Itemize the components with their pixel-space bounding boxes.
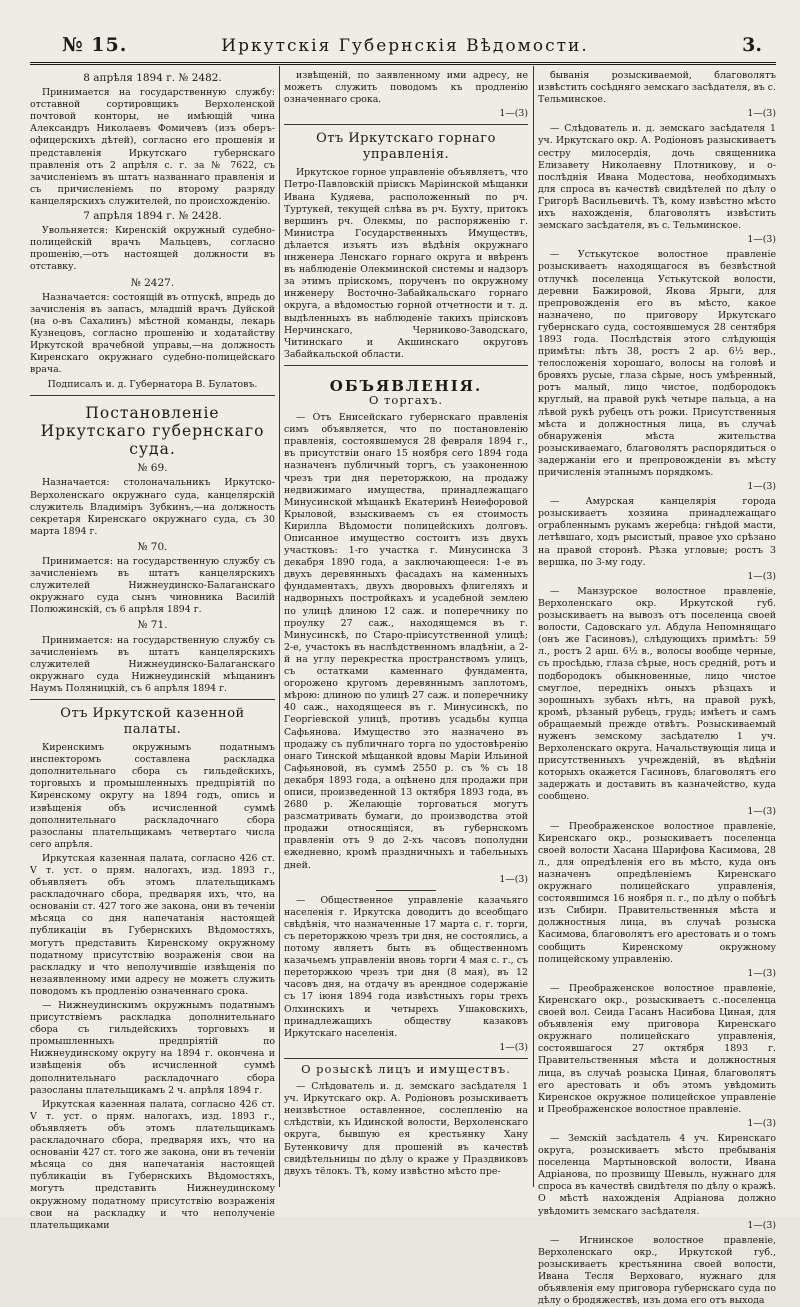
notice-ref: 1—(3) bbox=[747, 570, 776, 582]
resolution-number: № 71. bbox=[137, 619, 168, 632]
notice-paragraph: Иркутская казенная палата, согласно 426 ст. V т. уст. о прям. налогахъ, изд. 1893 г., объявляетъ объ этомъ плательщикамъ раскладочнаго сбора, предваряя ихъ, что на основаніи 427 ст. того же закона, они въ теченіи мѣсяца со дня напечатанія настоящей публикаціи въ Губернскихъ Вѣдомостяхъ, могутъ представить Нижнеудинскому окружному податному присутствію возраженія свои на раскладку и что неполученіе плательщиками bbox=[30, 1098, 275, 1231]
notice-ref: 1—(3) bbox=[747, 234, 776, 246]
section-divider bbox=[284, 365, 528, 366]
notice-paragraph: — Слѣдователь и. д. земскаго засѣдателя 1 уч. Иркутскаго окр. А. Родіоновъ розыскиваетъ неизвѣстное оставленное, сослепленію на слѣдствіи, къ Идинской волости, Верхоленскаго округа, бывшую ея крестьянку Хану Бутенковичу для прошеній въ качествѣ свидѣтельницы по дѣлу о краже у Праздвиковъ двухъ тёлокъ. Тѣ, кому извѣстно мѣсто пре- bbox=[284, 1081, 528, 1177]
order-date: 7 апрѣля 1894 г. № 2428. bbox=[83, 210, 222, 223]
notice-paragraph: — Преображенское волостное правленіе, Киренскаго окр., розыскиваетъ поселенца своей волости Хасана Шарифова Касимова, 28 л., для опредѣленія его въ мѣсто, куда онъ назначенъ опредѣленіемъ Киренскаго окружнаго полицейскаго управленія, состоявшимся 16 ноября п. г., по дѣлу о побѣгѣ изъ Сибири. Правительственныя мѣста и должностныя лица, въ случаѣ розыска Касимова, благоволятъ его арестовать и о томъ сообщить Киренскому окружному полицейскому управленію. bbox=[538, 820, 776, 965]
order-paragraph: Назначается: состоящій въ отпускѣ, впредь до зачисленія въ запасъ, младшій врачъ Дуйской (на о-въ Сахалинъ) мѣстной команды, лекарь Кузнецовъ, согласно прошенію и ходатайству Иркутской врачебной управы,—на должность Киренскаго окружнаго судебно-полицейскаго врача. bbox=[30, 291, 275, 376]
notice-paragraph: извѣщеній, по заявленному ими адресу, не можетъ служить поводомъ къ продленію означеннаго срока. bbox=[284, 70, 528, 106]
notice-paragraph: — Амурская канцелярія города розыскиваетъ хозяина принадлежащаго ограбленнымъ рукамъ жеребца: гнѣдой масти, летѣвшаго, ходъ рысистый, правое ухо срѣзано на правой сторонѣ. Рѣзка угловые; ростъ 3 вершка, по 3-му году. bbox=[538, 496, 776, 568]
column-divider bbox=[279, 66, 280, 1187]
notice-paragraph: — Манзурское волостное правленіе, Верхоленскаго окр. Иркутской губ. розыскиваетъ на вывозъ отъ поселенца своей волости, Садовскаго ул. Абдула Непомнящаго (онъ же Гасиновъ), слѣдующихъ примѣтъ: 59 л., ростъ 2 арш. 6½ в., волосы вообще черные, съ просѣдью, глаза сѣрые, носъ средній, ротъ и подбородокъ обыкновенные, лицо чистое смуглое, передніхъ оныхъ рѣзцахъ и зорошныхъ зубахъ нѣтъ, на правой рукѣ, кромѣ, рѣзаный рубецъ, грудь; имѣетъ и самъ обращаемый прежде отвѣтъ. Розыскиваемый нуженъ земскому засѣдателю 1 уч. Верхоленскаго округа. Начальствующія лица и присутственныхъ учрежденій, въ вѣдѣніи которыхъ окажется Гасиновъ, благоволятъ его задержать и доставить въ казначейство, куда сообщено. bbox=[538, 585, 776, 803]
resolution-number: № 70. bbox=[137, 540, 168, 553]
notice-ref: 1—(3) bbox=[747, 108, 776, 120]
notice-ref: 1—(3) bbox=[747, 481, 776, 493]
notice-paragraph: — Слѣдователь и. д. земскаго засѣдателя 1 уч. Иркутскаго окр. А. Родіоновъ разыскиваетъ сестру милосердія, дочь священника Елизавету Николаевну Плотникову, и о-послѣднія Ивана Модестова, необходимыхъ для спроса въ качествѣ свидѣтелей по дѣлу о Григорѣ Васильевичѣ. Тѣ, кому извѣстно мѣсто ихъ нахожденія, благоволятъ извѣстить земскаго засѣдателя, въ с. Тельминское. bbox=[538, 123, 776, 232]
section-divider bbox=[30, 699, 275, 700]
resolution-paragraph: Принимается: на государственную службу съ зачисленіемъ въ штатъ канцелярскихъ служителей Нижнеудинско-Балаганскаго окружнаго суда сынъ чиновника Василій Полюжинскій, съ 6 апрѣля 1894 г. bbox=[30, 556, 275, 616]
column-1 bbox=[30, 70, 275, 1231]
notice-paragraph: — Нижнеудинскимъ окружнымъ податнымъ присутствіемъ раскладка дополнительнаго сбора съ гильдейскихъ торговыхъ и промышленныхъ предпріятій по Нижнеудинскому округу на 1894 г. окончена и извѣщенія объ исчисленной суммѣ дополнительнаго раскладочнаго сбора разосланы плательщикамъ 2 ч. апрѣля 1894 г. bbox=[30, 1000, 275, 1096]
notice-paragraph: — Общественное управленіе казачьяго населенія г. Иркутска доводитъ до всеобщаго свѣдѣнія, что назначенные 17 марта с. г. торги, съ переторжкою чрезъ три дня, не состоялись, а потому являетъ быть въ общественномъ казачьемъ управленіи вновь торги 4 мая с. г., съ переторжкою чрезъ три дня (8 мая), въ 12 часовъ дня, на отдачу въ арендное содержаніе съ 17 іюня 1894 года извѣстныхъ горы трехъ Олхинскихъ и четырехъ Ушаковскихъ, принадлежащихъ обществу казаковъ Иркутскаго населенія. bbox=[284, 894, 528, 1039]
notice-ref: 1—(3) bbox=[499, 873, 528, 885]
section-divider bbox=[284, 124, 528, 125]
section-divider bbox=[30, 395, 275, 396]
order-number: № 2427. bbox=[130, 276, 175, 289]
notice-paragraph: Киренскимъ окружнымъ податнымъ инспекторомъ составлена раскладка дополнительнаго сбора съ гильдейскихъ, торговыхъ и промышленныхъ предпріятій по Киренскому округу на 1894 годъ, опись и извѣщенія объ исчисленной суммѣ дополнительнаго раскладочнаго сбора разосланы плательщикамъ четвертаго числа сего апрѣля. bbox=[30, 742, 275, 850]
order-paragraph: Увольняется: Киренскій окружный судебно-полицейскій врачъ Мальцевъ, согласно прошенію,—отъ настоящей должности въ отставку. bbox=[30, 225, 275, 273]
subsection-heading: О розыскѣ лицъ и имуществъ. bbox=[301, 1061, 511, 1076]
resolution-paragraph: Принимается: на государственную службу съ зачисленіемъ въ штатъ канцелярскихъ служителей Нижнеудинско-Балаганскаго окружнаго суда Нижнеудинскій мѣщанинъ Наумъ Поляницкій, съ 6 апрѣля 1894 г. bbox=[30, 634, 275, 694]
resolution-number: № 69. bbox=[137, 462, 168, 475]
notice-paragraph: — Игнинское волостное правленіе, Верхоленскаго окр., Иркутской губ., розыскиваетъ крестьянина своей волости, Ивана Тесля Верховаго, нужнаго для объявленія ему приговора губернскаго суда по дѣлу о бродяжествѣ, изъ дома его отъ выхода bbox=[538, 1234, 776, 1307]
notice-paragraph: Иркутская казенная палата, согласно 426 ст. V т. уст. о прям. налогахъ, изд. 1893 г., объявляетъ объ этомъ плательщикамъ раскладочнаго сбора, предваряя ихъ, что, на основаніи ст. 427 того же закона, они въ теченіи мѣсяца со дня напечатанія настоящей публикаціи въ Губернскихъ Вѣдомостяхъ, могутъ представить Киренскому окружному податному присутствію возраженія свои на раскладку и что неполучившіе извѣщенія по незаявленному ими адресу не можетъ служить поводомъ къ продленію означеннаго срока. bbox=[30, 852, 275, 997]
notice-paragraph: — Преображенское волостное правленіе, Киренскаго окр., розыскиваетъ с.-поселенца своей вол. Сеида Гасанъ Насибова Циная, для объявленія ему приговора Киренскаго окружнаго полицейскаго управленія, состоявшагося 27 октября 1893 г. Правительственныя мѣста и должностныя лица, въ случаѣ розыска Циная, благоволятъ его арестовать и объ этомъ увѣдомить Киренское окружное полицейское управленіе и Преображенское волостное правленіе. bbox=[538, 982, 776, 1115]
column-2 bbox=[284, 70, 528, 1207]
notice-ref: 1—(3) bbox=[747, 1219, 776, 1231]
page-number: 3. bbox=[742, 34, 762, 56]
page-header bbox=[30, 28, 780, 60]
notice-paragraph: — Отъ Енисейскаго губернскаго правленія симъ объявляется, что по постановленію правленія, состоявшемуся 28 февраля 1894 г., въ присутствіи онаго 15 ноября сего 1894 года назначенъ публичный торгъ, съ узаконенною чрезъ три дня переторжкою, на продажу недвижимаго имущества, принадлежащаго Минусинской мѣщанкѣ Екатеринѣ Неиѳфоровой Крыловой, взыскиваемъ съ ея стоимость Кирилла Вѣдомости полицейскихъ долговъ. Описанное имущество состоитъ изъ двухъ участковъ: 1-го участка г. Минусинска 3 декабря 1890 года, а заключающееся: 1-е въ двухъ деревянныхъ фасадахъ на каменныхъ фундаментахъ, двухъ дворовыхъ флигеляхъ и надворныхъ постройкахъ и усадебной землею по улицѣ длиною 12 саж. и поперечнику по проулку 27 саж., находящемся въ г. Минусинскѣ, по Старо-пріисутственной улицѣ; 2-е, участокъ въ наслѣдственномъ владѣніи, а 2-й на углу перекрестка пространствомъ улицъ, съ остатками каменнаго фундамента, огорожено кругомъ деревяннымъ заплотомъ, мѣрою: длиною по улицѣ 27 саж. и поперечнику 40 саж., находящееся въ г. Минусинскѣ, по Георгіевской улицѣ, противъ усадьбы купца Сафьянова. Имущество это назначено въ продажу съ публичнаго торга по удостовѣренію онаго Тинской мѣщанкой вдовы Маріи Ильиной Сафьяновой, въ суммѣ 2550 р. съ % съ 18 декабря 1893 года, а оцѣнено для продажи при описи, произведенной 13 октября 1893 года, въ 2680 р. Желающіе торговаться могутъ разсматривать бумаги, до производства этой продажи относящіяся, въ губернскомъ правленіи отъ 9 до 2-хъ часовъ пополудни ежедневно, кромѣ праздничныхъ и табельныхъ дней. bbox=[284, 412, 528, 871]
order-date: 8 апрѣля 1894 г. № 2482. bbox=[83, 72, 222, 84]
notice-divider bbox=[376, 890, 436, 891]
notice-paragraph: Иркутское горное управленіе объявляетъ, что Петро-Павловскій пріискъ Маріинской мѣщанки Ивана Кудяева, расположенный по рч. Туртукей, текущей слѣва въ рч. Бухту, притокъ вершинъ рч. Олекмы, по распоряженію г. Министра Государственныхъ Имуществъ, дѣлается изъятъ изъ вѣдѣнія окружнаго инженера Ленскаго горнаго округа и ввѣренъ въ наблюденіе Олекминской системы и надзоръ за этимъ пріискомъ, порученъ по окружному инженеру Восточно-Забайкальскаго горнаго округа, а вѣдомостью горной отчетности и т. д. выдѣленныхъ въ наблюденіе такихъ пріисковъ Нерчинскаго, Черниково-Заводскаго, Читинскаго и Акшинскаго округовъ Забайкальской области. bbox=[284, 167, 528, 360]
announcements-banner: ОБЪЯВЛЕНІЯ. bbox=[329, 376, 483, 395]
notice-ref: 1—(3) bbox=[747, 1117, 776, 1129]
notice-paragraph: — Земскій засѣдатель 4 уч. Киренскаго округа, розыскиваетъ мѣсто пребыванія поселенца Мартыновской волости, Ивана Адріанова, по прозвищу Шевыль, нужнаго для спроса въ качествѣ свидѣтеля по дѣлу о кражѣ. О мѣстѣ нахожденія Адріанова должно увѣдомить земскаго засѣдателя. bbox=[538, 1132, 776, 1217]
issue-number: № 15. bbox=[62, 34, 128, 56]
notice-paragraph: быванія розыскиваемой, благоволятъ извѣстить сосѣдняго земскаго засѣдателя, въ с. Тельминское. bbox=[538, 70, 776, 106]
newspaper-title: Иркутскія Губернскія Вѣдомости. bbox=[221, 36, 589, 56]
notice-ref: 1—(3) bbox=[499, 1041, 528, 1053]
column-divider bbox=[533, 66, 534, 1187]
section-heading: Постановленіе Иркутскаго губернскаго суда. bbox=[40, 404, 265, 459]
resolution-paragraph: Назначается: столоначальникъ Иркутско-Верхоленскаго окружнаго суда, канцелярскій служитель Владиміръ Зубкинъ,—на должность секретаря Киренскаго окружнаго суда, съ 30 марта 1894 г. bbox=[30, 477, 275, 537]
section-heading: Отъ Иркутскаго горнаго управленія. bbox=[316, 131, 496, 163]
notice-ref: 1—(3) bbox=[499, 108, 528, 120]
section-divider bbox=[284, 1058, 528, 1059]
notice-ref: 1—(3) bbox=[747, 805, 776, 817]
section-heading: Отъ Иркутской казенной палаты. bbox=[60, 706, 245, 738]
signature-line: Подписалъ и. д. Губернатора В. Булатовъ. bbox=[47, 379, 258, 391]
header-rule bbox=[30, 62, 776, 65]
order-paragraph: Принимается на государственную службу: отставной сортировщикъ Верхоленской почтовой конторы, не имѣющій чина Александръ Николаевъ Фомичевъ (изъ оберъ-офицерскихъ дѣтей), согласно его прошенія и представленія Иркутскаго губернскаго правленія отъ 2 апрѣля с. г. за № 7622, съ зачисленіемъ въ штатъ названнаго правленія и съ причисленіемъ по второму разряду канцелярскихъ служителей, по происхожденію. bbox=[30, 87, 275, 207]
column-3 bbox=[538, 70, 776, 1307]
notice-ref: 1—(3) bbox=[747, 967, 776, 979]
notice-paragraph: — Устькутское волостное правленіе розыскиваетъ находящагося въ безвѣстной отлучкѣ поселенца Устькутской волости, деревни Бажировой, Якова Ярыги, для препровожденія его въ мѣсто, какое назначено, по приговору Иркутскаго губернскаго суда, состоявшемуся 28 сентября 1893 года. Послѣдствія этого слѣдующія примѣты: лѣтъ 38, ростъ 2 ар. 6½ вер., телосложенія хорошаго, волосы на головѣ и бровяхъ русые, глаза сѣрые, носъ умѣренный, ротъ малый, лицо чистое, подбородокъ круглый, на правой рукѣ четыре пальца, а на лѣвой рукѣ рубецъ отъ рожи. Присутственныя мѣста и должностныя лица, въ случаѣ обнаруженія мѣста жительства розыскиваемаго, благоволятъ распорядиться о задержаніи его и препровожденіи въ мѣсту причисленія этапнымъ порядкомъ. bbox=[538, 249, 776, 478]
subsection-heading: О торгахъ. bbox=[368, 392, 444, 407]
